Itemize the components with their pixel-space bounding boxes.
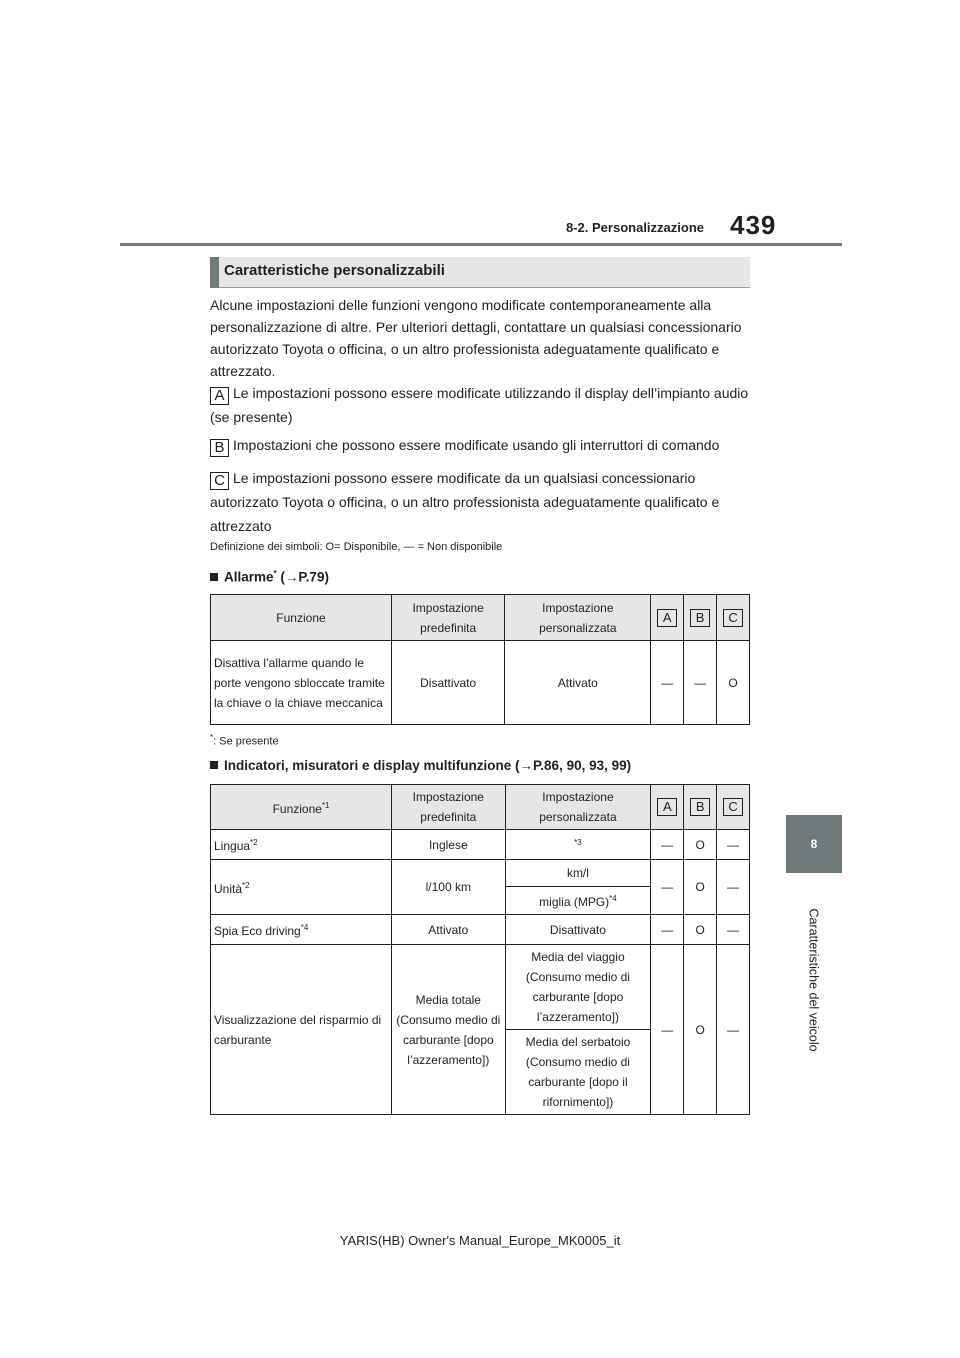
- cell-a: —: [651, 641, 684, 725]
- cell-custom: miglia (MPG)$^{*4}$: [505, 887, 651, 915]
- cell-funzione: Spia Eco driving$^{*4}$: [211, 915, 392, 945]
- chapter-tab-title: Caratteristiche del veicolo: [807, 908, 821, 1052]
- table1-footnote: *: Se presente: [210, 733, 279, 748]
- col-a: A: [651, 785, 684, 830]
- display-table: [210, 784, 750, 1115]
- table-row: [211, 641, 750, 725]
- col-default: Impostazione predefinita: [392, 785, 505, 830]
- cell-a: —: [651, 945, 684, 1115]
- section-heading: [210, 257, 750, 288]
- cell-default: Inglese: [392, 830, 505, 860]
- header-rule: [120, 243, 842, 246]
- cell-funzione: Lingua$^{*2}$: [211, 830, 392, 860]
- cell-default: l/100 km: [392, 860, 505, 915]
- cell-c: O: [717, 641, 750, 725]
- table-row: [211, 860, 750, 887]
- cell-custom: *3: [505, 830, 651, 860]
- intro-paragraph: Alcune impostazioni delle funzioni vengono modificate contemporaneamente alla personalizzazione di altre. Per ulteriori dettagli, contattare un qualsiasi concessionario autorizzato Toyota o officina, o un altro professionista adeguatamente qualificato e attrezzato.: [210, 297, 742, 379]
- cell-b: O: [684, 945, 717, 1115]
- cell-b: O: [684, 830, 717, 860]
- cell-custom: Media del serbatoio (Consumo medio di carburante [dopo il rifornimento]): [505, 1030, 651, 1115]
- col-funzione: Funzione$^{*1}$: [211, 785, 392, 830]
- label-a-box: A: [210, 387, 229, 405]
- page-footer: YARIS(HB) Owner's Manual_Europe_MK0005_it: [339, 1233, 621, 1248]
- cell-funzione: Unità$^{*2}$: [211, 860, 392, 915]
- cell-custom: Attivato: [505, 641, 651, 725]
- bullet-square: [210, 761, 218, 769]
- col-funzione: Funzione: [211, 595, 392, 641]
- col-default: Impostazione predefinita: [391, 595, 504, 641]
- col-custom: Impostazione personalizzata: [505, 595, 651, 641]
- cell-custom: km/l: [505, 860, 651, 887]
- table-row: [211, 945, 750, 1030]
- label-b-box: B: [210, 439, 229, 457]
- cell-c: —: [717, 860, 750, 915]
- table-row: [211, 915, 750, 945]
- heading-text: Caratteristiche personalizzabili: [224, 262, 445, 279]
- label-a-desc: A Le impostazioni possono essere modificate utilizzando il display dell’impianto audio (se presente): [210, 385, 749, 425]
- cell-default: Disattivato: [391, 641, 504, 725]
- col-custom: Impostazione personalizzata: [505, 785, 651, 830]
- chapter-tab-number: 8: [786, 815, 842, 873]
- col-b: B: [684, 595, 717, 641]
- cell-funzione: Disattiva l’allarme quando le porte vengono sbloccate tramite la chiave o la chiave meccanica: [211, 641, 392, 725]
- cell-c: —: [717, 915, 750, 945]
- label-c-box: C: [210, 472, 229, 490]
- cell-a: —: [651, 830, 684, 860]
- col-c: C: [717, 785, 750, 830]
- col-b: B: [684, 785, 717, 830]
- cell-custom: Media del viaggio (Consumo medio di carburante [dopo l’azzeramento]): [505, 945, 651, 1030]
- symbols-definition: Definizione dei simboli: O= Disponibile, — = Non disponibile: [210, 541, 503, 553]
- table2-title: Indicatori, misuratori e display multifunzione (→P.86, 90, 93, 99): [210, 758, 631, 773]
- label-b-desc: B Impostazioni che possono essere modificate usando gli interruttori di comando: [210, 434, 755, 457]
- cell-funzione: Visualizzazione del risparmio di carburante: [211, 945, 392, 1115]
- cell-c: —: [717, 945, 750, 1115]
- alarm-table: [210, 594, 750, 725]
- bullet-square: [210, 573, 218, 581]
- col-a: A: [651, 595, 684, 641]
- cell-b: —: [684, 641, 717, 725]
- table1-title: Allarme* (→P.79): [210, 569, 329, 585]
- cell-a: —: [651, 860, 684, 915]
- page-number: 439: [730, 210, 777, 240]
- cell-default: Attivato: [392, 915, 505, 945]
- cell-default: Media totale (Consumo medio di carburante [dopo l’azzeramento]): [392, 945, 505, 1115]
- cell-b: O: [684, 915, 717, 945]
- cell-b: O: [684, 860, 717, 915]
- section-title: 8-2. Personalizzazione: [566, 220, 704, 235]
- table-row: [211, 830, 750, 860]
- heading-bar: [210, 257, 219, 288]
- cell-custom: Disattivato: [505, 915, 651, 945]
- col-c: C: [717, 595, 750, 641]
- cell-c: —: [717, 830, 750, 860]
- label-c-desc: C Le impostazioni possono essere modificate da un qualsiasi concessionario autorizzato Toyota o officina, o un altro professionista adeguatamente qualificato e attrezzato: [210, 470, 720, 534]
- cell-a: —: [651, 915, 684, 945]
